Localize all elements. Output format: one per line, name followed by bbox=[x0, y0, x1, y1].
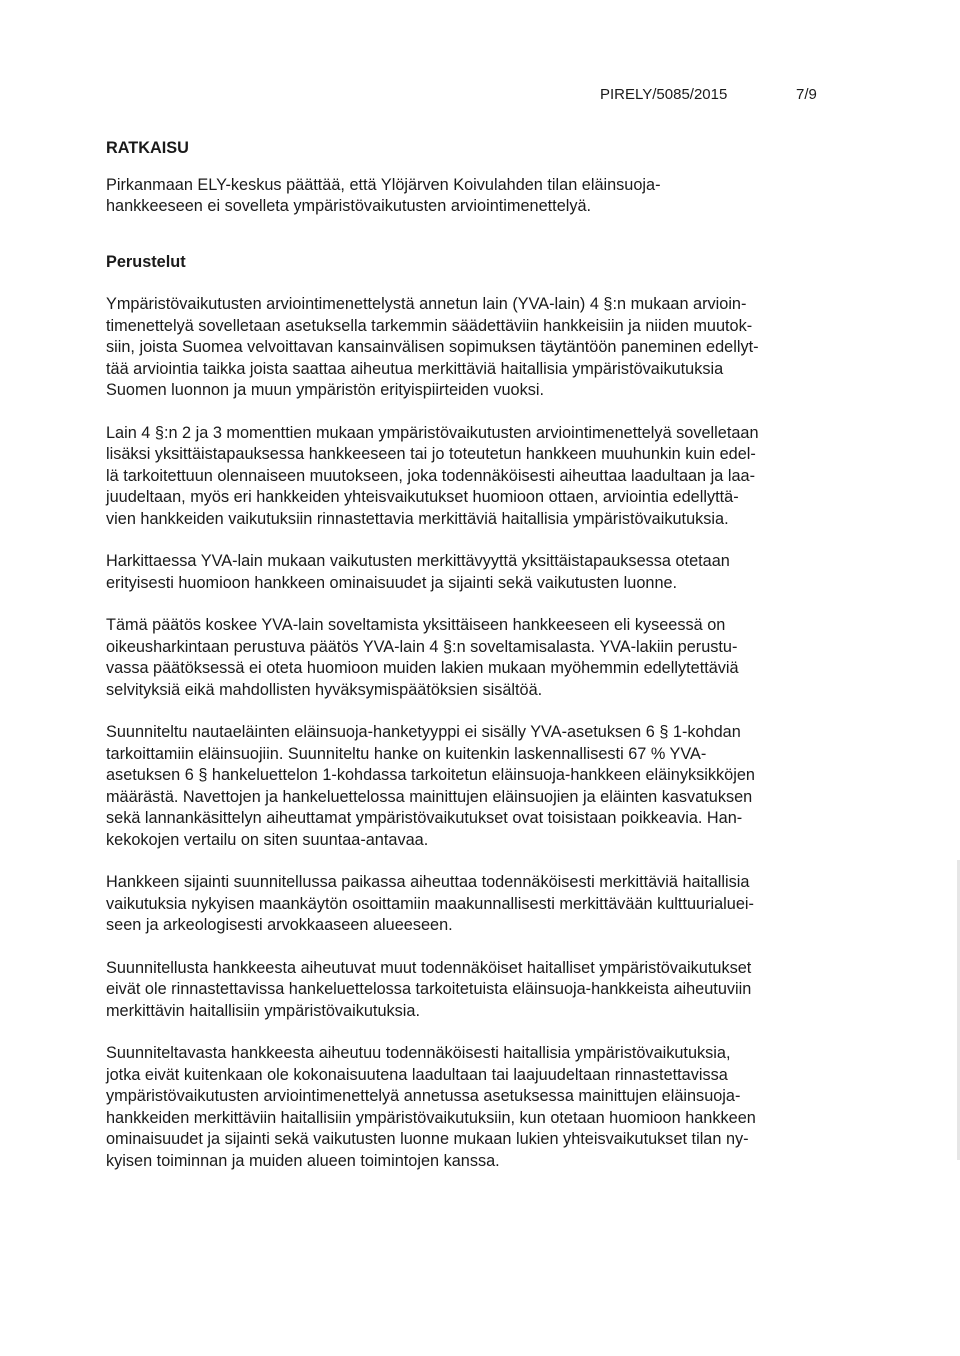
text-line: erityisesti huomioon hankkeen ominaisuudet ja sijainti sekä vaikutusten luonne. bbox=[106, 573, 678, 592]
text-line: hankkeeseen ei sovelleta ympäristövaikutusten arviointimenettelyä. bbox=[106, 197, 592, 215]
paragraph bbox=[98, 423, 843, 531]
text-line: siin, joista Suomea velvoittavan kansainvälisen sopimuksen täytäntöön paneminen edellyt- bbox=[106, 338, 759, 356]
text-line: ominaisuudet ja sijainti sekä vaikutusten luonne mukaan lukien yhteisvaikutukset tilan ny- bbox=[106, 1130, 749, 1148]
text-line: juudeltaan, myös eri hankkeiden yhteisvaikutukset huomioon ottaen, arviointia edellyttä- bbox=[106, 488, 739, 506]
text-line: Tämä päätös koskee YVA-lain soveltamista yksittäiseen hankkeeseen eli kyseessä on bbox=[106, 616, 726, 634]
text-line: Suunniteltavasta hankkeesta aiheutuu todennäköisesti haitallisia ympäristövaikutuksia, bbox=[106, 1044, 731, 1062]
text-line: Ympäristövaikutusten arviointimenettelystä annetun lain (YVA-lain) 4 §:n mukaan arvioin- bbox=[106, 295, 747, 313]
text-line: Suunnitellusta hankkeesta aiheutuvat muut todennäköiset haitalliset ympäristövaikutukset bbox=[106, 958, 752, 977]
text-line: Hankkeen sijainti suunnitellussa paikassa aiheuttaa todennäköisesti merkittäviä haitallisia bbox=[106, 873, 750, 891]
text-line: hankkeiden merkittäviin haitallisiin ympäristövaikutuksiin, kun otetaan huomioon hankkeen bbox=[106, 1108, 756, 1127]
text-line: asetuksen 6 § hankeluettelon 1-kohdassa tarkoitetun eläinsuoja-hankkeen eläinyksikköjen bbox=[106, 766, 755, 784]
ratkaisu-body bbox=[98, 175, 843, 218]
text-line: Suomen luonnon ja muun ympäristön erityispiirteiden vuoksi. bbox=[106, 381, 545, 399]
text-line: vien hankkeiden vaikutuksiin rinnastettavia merkittäviä haitallisia ympäristövaikutuksia. bbox=[106, 509, 729, 528]
text-line: timenettelyä sovelletaan asetuksella tarkemmin säädettäviin hankkeisiin ja niiden muutok- bbox=[106, 316, 753, 335]
text-line: seen ja arkeologisesti arvokkaaseen alueeseen. bbox=[106, 916, 453, 934]
text-line: tää arviointia taikka joista saattaa aiheutua merkittäviä haitallisia ympäristövaikutuksia bbox=[106, 359, 724, 378]
text-line: jotka eivät kuitenkaan ole kokonaisuutena laadultaan tai laajuudeltaan rinnastettavissa bbox=[106, 1065, 728, 1084]
text-line: Pirkanmaan ELY-keskus päättää, että Ylöjärven Koivulahden tilan eläinsuoja- bbox=[106, 175, 661, 194]
text-line: oikeusharkintaan perustuva päätös YVA-lain 4 §:n soveltamisalasta. YVA-lakiin perustu- bbox=[106, 637, 738, 656]
text-line: eivät ole rinnastettavissa hankeluettelossa tarkoitetuista eläinsuoja-hankkeista aiheutuviin bbox=[106, 980, 752, 998]
section-heading-ratkaisu: RATKAISU bbox=[106, 139, 189, 157]
paragraph bbox=[98, 175, 843, 218]
text-line: selvityksiä eikä mahdollisten hyväksymispäätöksien sisältöä. bbox=[106, 680, 543, 699]
paragraph bbox=[98, 958, 843, 1023]
text-line: sekä lannankäsittelyn aiheuttamat ympäristövaikutukset ovat toisistaan poikkeavia. Han- bbox=[106, 809, 743, 827]
paragraph bbox=[98, 1043, 843, 1172]
text-line: kekokojen vertailu on siten suuntaa-antavaa. bbox=[106, 830, 429, 849]
paragraph bbox=[98, 551, 843, 594]
page-number: 7/9 bbox=[796, 86, 817, 103]
paragraph bbox=[98, 722, 843, 851]
text-line: vaikutuksia nykyisen maankäytön osoittamiin maakunnallisesti merkittävään kulttuurialuei- bbox=[106, 894, 754, 913]
text-line: vassa päätöksessä ei oteta huomioon muiden lakien mukaan myöhemmin edellytettäviä bbox=[106, 659, 739, 677]
document-id: PIRELY/5085/2015 bbox=[600, 86, 728, 103]
text-line: lä tarkoitettuun olennaiseen muutokseen, joka todennäköisesti aiheuttaa laadultaan ja laa- bbox=[106, 466, 755, 485]
text-line: Suunniteltu nautaeläinten eläinsuoja-hanketyyppi ei sisälly YVA-asetuksen 6 § 1-kohdan bbox=[106, 723, 741, 741]
text-line: kyisen toiminnan ja muiden alueen toimintojen kanssa. bbox=[106, 1151, 500, 1170]
paragraph bbox=[98, 872, 843, 937]
text-line: määrästä. Navettojen ja hankeluettelossa mainittujen eläinsuojien ja eläinten kasvatuksen bbox=[106, 787, 753, 806]
paragraph bbox=[98, 615, 843, 701]
document-body bbox=[98, 138, 843, 1193]
section-heading-perustelut: Perustelut bbox=[106, 252, 186, 271]
perustelut-body bbox=[98, 294, 843, 1172]
text-line: merkittävin haitallisiin ympäristövaikutuksia. bbox=[106, 1001, 420, 1020]
text-line: ympäristövaikutusten arviointimenettelyä annetussa asetuksessa mainittujen eläinsuoja- bbox=[106, 1087, 741, 1105]
text-line: Lain 4 §:n 2 ja 3 momenttien mukaan ympäristövaikutusten arviointimenettelyä sovelletaan bbox=[106, 423, 759, 442]
paragraph bbox=[98, 294, 843, 402]
text-line: Harkittaessa YVA-lain mukaan vaikutusten merkittävyyttä yksittäistapauksessa otetaan bbox=[106, 552, 730, 570]
text-line: lisäksi yksittäistapauksessa hankkeeseen tai jo toteutetun hankkeen muuhunkin kuin edel- bbox=[106, 445, 756, 463]
text-line: tarkoittamiin eläinsuojiin. Suunniteltu hanke on kuitenkin laskennallisesti 67 % YVA- bbox=[106, 744, 707, 763]
page-header bbox=[600, 86, 840, 108]
